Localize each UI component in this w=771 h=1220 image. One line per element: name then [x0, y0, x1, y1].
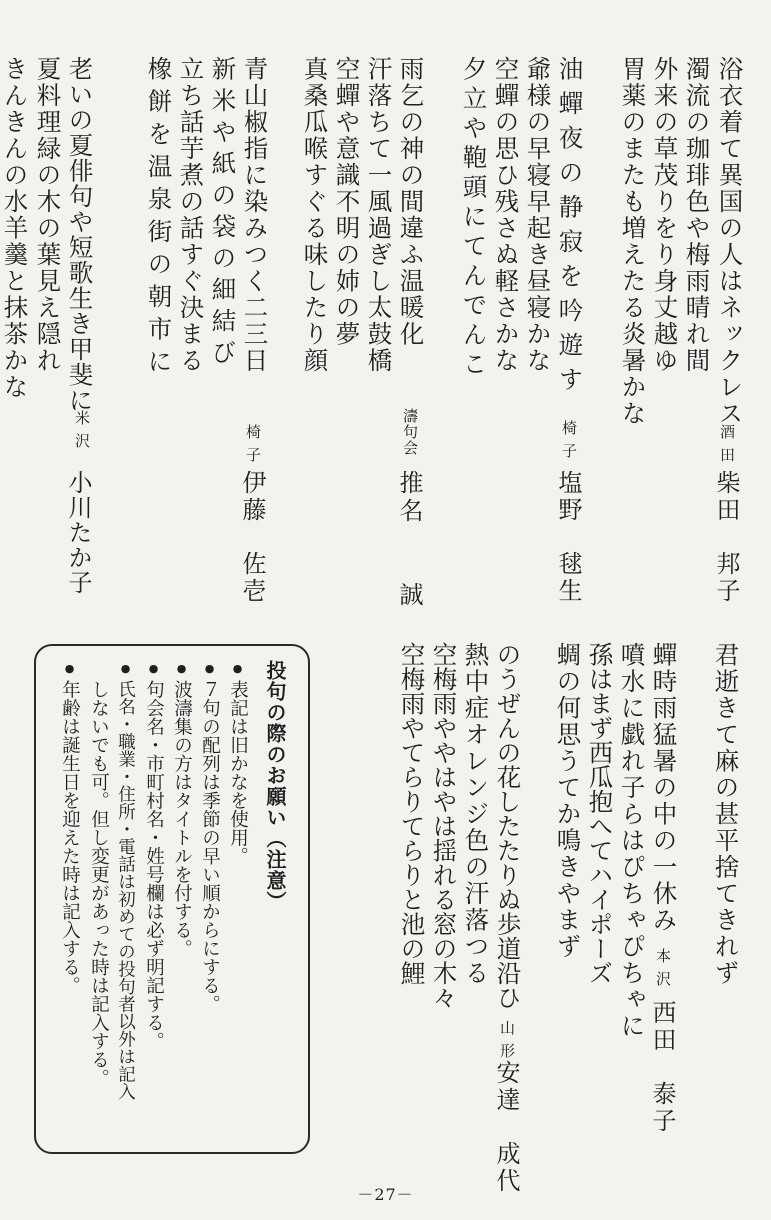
upper-line-15: 立ち話芋煮の話すぐ決まる [176, 56, 206, 374]
upper-line-18: 夏料理緑の木の葉見え隠れ [33, 56, 63, 374]
author-location: 椅子 [244, 424, 262, 470]
upper-line-6: 爺様の早寝早起き昼寝かな [523, 56, 553, 374]
author-name: 安達 成代 [492, 1060, 520, 1195]
notice-item: 波濤集の方はタイトルを付する。 [171, 680, 193, 958]
lower-line-3: 噴水に戯れ子らはぴちゃぴちゃに [617, 642, 647, 1040]
upper-line-3: 外来の草茂りをり身丈越ゆ [650, 56, 680, 374]
upper-line-2: 濁流の珈琲色や梅雨晴れ間 [682, 56, 712, 374]
author-name: 推名 誠 [395, 470, 423, 610]
notice-bullet: ● [175, 662, 188, 675]
lower-line-5: 蜩の何思うてか鳴きやまず [553, 642, 583, 960]
lower-line-6: のうぜんの花したたりぬ歩道沿ひ [493, 642, 523, 1010]
author-location: 酒田 [718, 424, 736, 470]
author-location: 山形 [498, 1020, 516, 1066]
author-location: 椅子 [560, 420, 578, 466]
upper-line-1: 浴衣着て異国の人はネックレス [715, 56, 745, 427]
upper-line-5: 油蟬夜の静寂を吟遊す [555, 56, 585, 401]
notice-item: 氏名・職業・住所・電話は初めての投句者以外は記入 [115, 680, 136, 1100]
notice-title: 投句の際のお願い（注意） [263, 660, 287, 912]
notice-bullet: ● [119, 662, 132, 675]
author-location: 米沢 [73, 410, 91, 456]
notice-bullet: ● [63, 662, 76, 675]
upper-line-17: 老いの夏俳句や短歌生き甲斐に [65, 56, 95, 413]
notice-bullet: ● [231, 662, 244, 675]
upper-line-16: 橡餅を温泉街の朝市に [144, 56, 174, 381]
upper-line-7: 空蟬の思ひ残さぬ軽さかな [491, 56, 521, 374]
upper-line-8: 夕立や鞄頭にてんでんこ [459, 56, 489, 381]
upper-line-13: 青山椒指に染みつく二三日 [240, 56, 270, 374]
lower-line-8: 空梅雨ややはやは揺れる窓の木々 [429, 642, 459, 1010]
notice-item: 句会名・市町村名・姓号欄は必ず明記する。 [143, 680, 165, 1050]
author-name: 塩野 毬生 [554, 470, 582, 605]
author-name: 小川たか子 [64, 470, 92, 595]
lower-line-9: 空梅雨やてらりてらりと池の鯉 [397, 642, 427, 985]
upper-line-19: きんきんの水羊羹と抹茶かな [0, 56, 30, 401]
lower-line-4: 孫はまず西瓜抱へてハイポーズ [585, 642, 615, 985]
upper-line-4: 胃薬のまたも増えたる炎暑かな [618, 56, 648, 427]
author-name: 西田 泰子 [648, 1000, 676, 1135]
page-number: －27－ [357, 1185, 414, 1204]
lower-line-2: 蟬時雨猛暑の中の一休み [649, 642, 679, 934]
upper-line-14: 新米や紙の袋の細結び [208, 56, 238, 371]
author-name: 柴田 邦子 [712, 470, 740, 605]
upper-line-12: 真桑瓜喉すぐる味したり顔 [300, 56, 330, 374]
notice-item: 年齢は誕生日を迎えた時は記入する。 [59, 680, 81, 995]
notice-item: しないでも可。但し変更があった時は記入する。 [88, 680, 110, 1087]
notice-item: ７句の配列は季節の早い順からにする。 [199, 680, 221, 1013]
notice-bullet: ● [203, 662, 216, 675]
upper-line-10: 汗落ちて一風過ぎし太鼓橋 [364, 56, 394, 374]
notice-bullet: ● [147, 662, 160, 675]
upper-line-11: 空蟬や意識不明の姉の夢 [332, 56, 362, 348]
upper-line-9: 雨乞の神の間違ふ温暖化 [396, 56, 426, 348]
author-location: 濤句会 [401, 408, 419, 456]
notice-item: 表記は旧かなを使用。 [227, 680, 249, 865]
lower-line-7: 熱中症オレンジ色の汗落つる [461, 642, 491, 987]
author-location: 本沢 [654, 948, 672, 994]
lower-line-1: 君逝きて麻の甚平捨てきれず [711, 642, 741, 987]
author-name: 伊藤 佐壱 [238, 470, 266, 605]
